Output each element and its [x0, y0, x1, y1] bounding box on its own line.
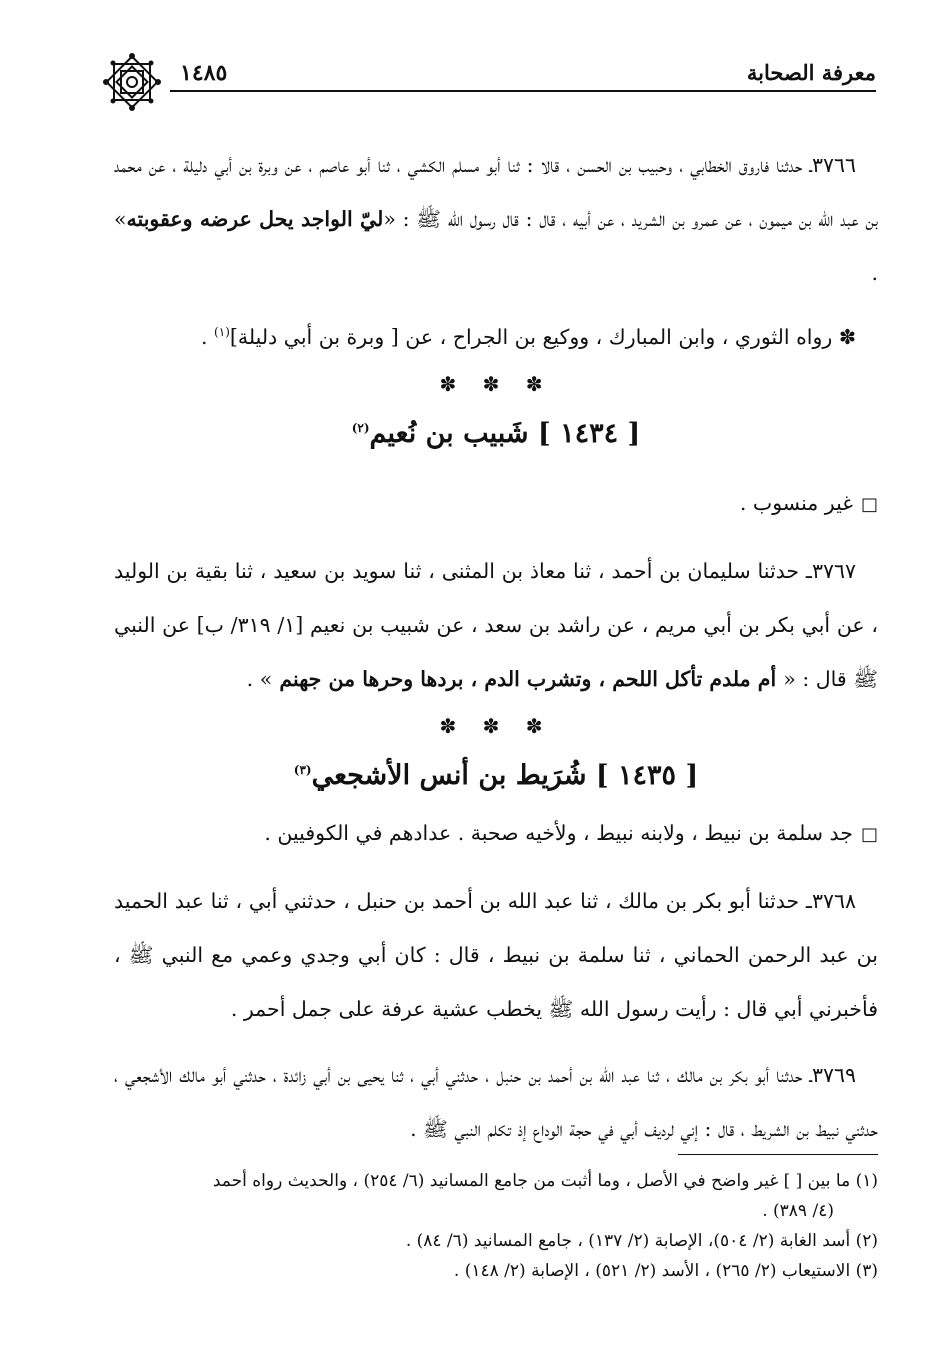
- hadith-3766: [114, 138, 878, 300]
- entry-note-1434: [114, 476, 878, 532]
- square-bullet-icon: □: [860, 494, 878, 515]
- section-divider-stars-2: ✽ ✽ ✽: [439, 714, 553, 738]
- hadith-3766-chain: ٣٧٦٦ـ حدثنا فاروق الخطابي ، وحبيب بن الحسن ، قالا : ثنا أبو مسلم الكشي ، ثنا أبو عاصم ، عن وبرة بن أبي دليلة ، عن محمد بن عبد الله بن ميمون ، عن عمرو بن الشريد ، عن أبيه ، قال : قال رسول الله ﷺ : «: [114, 153, 879, 231]
- footnote-3: (٣) الاستيعاب (٢/ ٢٦٥) ، الأسد (٢/ ٥٢١) ، الإصابة (٢/ ١٤٨) .: [453, 1261, 878, 1281]
- footnote-rule: [678, 1154, 878, 1155]
- riwaya-end: .: [201, 325, 215, 349]
- riwaya-note: [114, 310, 878, 364]
- square-bullet-icon-2: □: [860, 824, 878, 845]
- footnote-1-continuation: (٤/ ٣٨٩) .: [762, 1201, 834, 1221]
- hadith-3767-chain: ٣٧٦٧ـ حدثنا سليمان بن أحمد ، ثنا معاذ بن المثنى ، ثنا سويد بن سعيد ، ثنا بقية بن الوليد ، عن أبي بكر بن أبي مريم ، عن راشد بن سعد ، عن شبيب بن نعيم [١/ ٣١٩/ ب] عن النبي ﷺ قال : «: [114, 559, 878, 691]
- footnote-ref-2: (٢): [351, 421, 370, 435]
- page-number: ١٤٨٥: [180, 60, 228, 86]
- header-rule: [170, 90, 876, 92]
- note-1435-text: جد سلمة بن نبيط ، ولابنه نبيط ، ولأخيه صحبة . عدادهم في الكوفيين .: [264, 821, 853, 845]
- section-heading-1435: [114, 746, 878, 806]
- main-text: [114, 138, 878, 1156]
- octagram-ornament-icon: [100, 50, 164, 114]
- hadith-3769: ٣٧٦٩ـ حدثنا أبو بكر بن مالك ، ثنا عبد الله بن أحمد بن حنبل ، حدثني أبي ، ثنا يحيى بن أبي زائدة ، حدثني أبو مالك الأشجعي ، حدثني نبيط بن الشريط ، قال : إني لرديف أبي في حجة الوداع إذ تكلم النبي ﷺ .: [114, 1063, 878, 1141]
- riwaya-text: ✽ رواه الثوري ، وابن المبارك ، ووكيع بن الجراح ، عن [ وبرة بن أبي دليلة]: [229, 325, 856, 349]
- footnote-2: (٢) أسد الغابة (٢/ ٥٠٤)، الإصابة (٢/ ١٣٧) ، جامع المسانيد (٦/ ٨٤) .: [405, 1231, 878, 1251]
- hadith-3766-matn: ليّ الواجد يحل عرضه وعقوبته: [126, 207, 384, 231]
- heading-1434-text: [ ١٤٣٤ ] شَبيب بن نُعيم: [369, 418, 641, 449]
- hadith-3767-end: » .: [246, 667, 273, 691]
- footnotes: [114, 1166, 878, 1286]
- page-header: [100, 50, 876, 110]
- hadith-3768: ٣٧٦٨ـ حدثنا أبو بكر بن مالك ، ثنا عبد الله بن أحمد بن حنبل ، حدثني أبي ، ثنا عبد الحميد بن عبد الرحمن الحماني ، ثنا سلمة بن نبيط ، قال : كان أبي وجدي وعمي مع النبي ﷺ ، فأخبرني أبي قال : رأيت رسول الله ﷺ يخطب عشية عرفة على جمل أحمر .: [114, 889, 878, 1021]
- running-title: معرفة الصحابة: [746, 60, 876, 85]
- entry-note-1435: [114, 806, 878, 862]
- section-heading-1434: [114, 404, 878, 464]
- note-1434-text: غير منسوب .: [739, 491, 853, 515]
- heading-1435-text: [ ١٤٣٥ ] شُرَيط بن أنس الأشجعي: [311, 760, 699, 791]
- footnote-1: (١) ما بين [ ] غير واضح في الأصل ، وما أثبت من جامع المسانيد (٦/ ٢٥٤) ، والحديث رواه أحمد: [212, 1171, 878, 1191]
- footnote-ref-1: (١): [214, 325, 230, 340]
- hadith-3766-end: » .: [114, 207, 878, 285]
- section-divider-stars: ✽ ✽ ✽: [439, 372, 553, 396]
- hadith-3767-matn: أم ملدم تأكل اللحم ، وتشرب الدم ، بردها وحرها من جهنم: [272, 667, 784, 691]
- hadith-3767: [114, 544, 878, 706]
- footnote-ref-3: (٣): [293, 763, 312, 777]
